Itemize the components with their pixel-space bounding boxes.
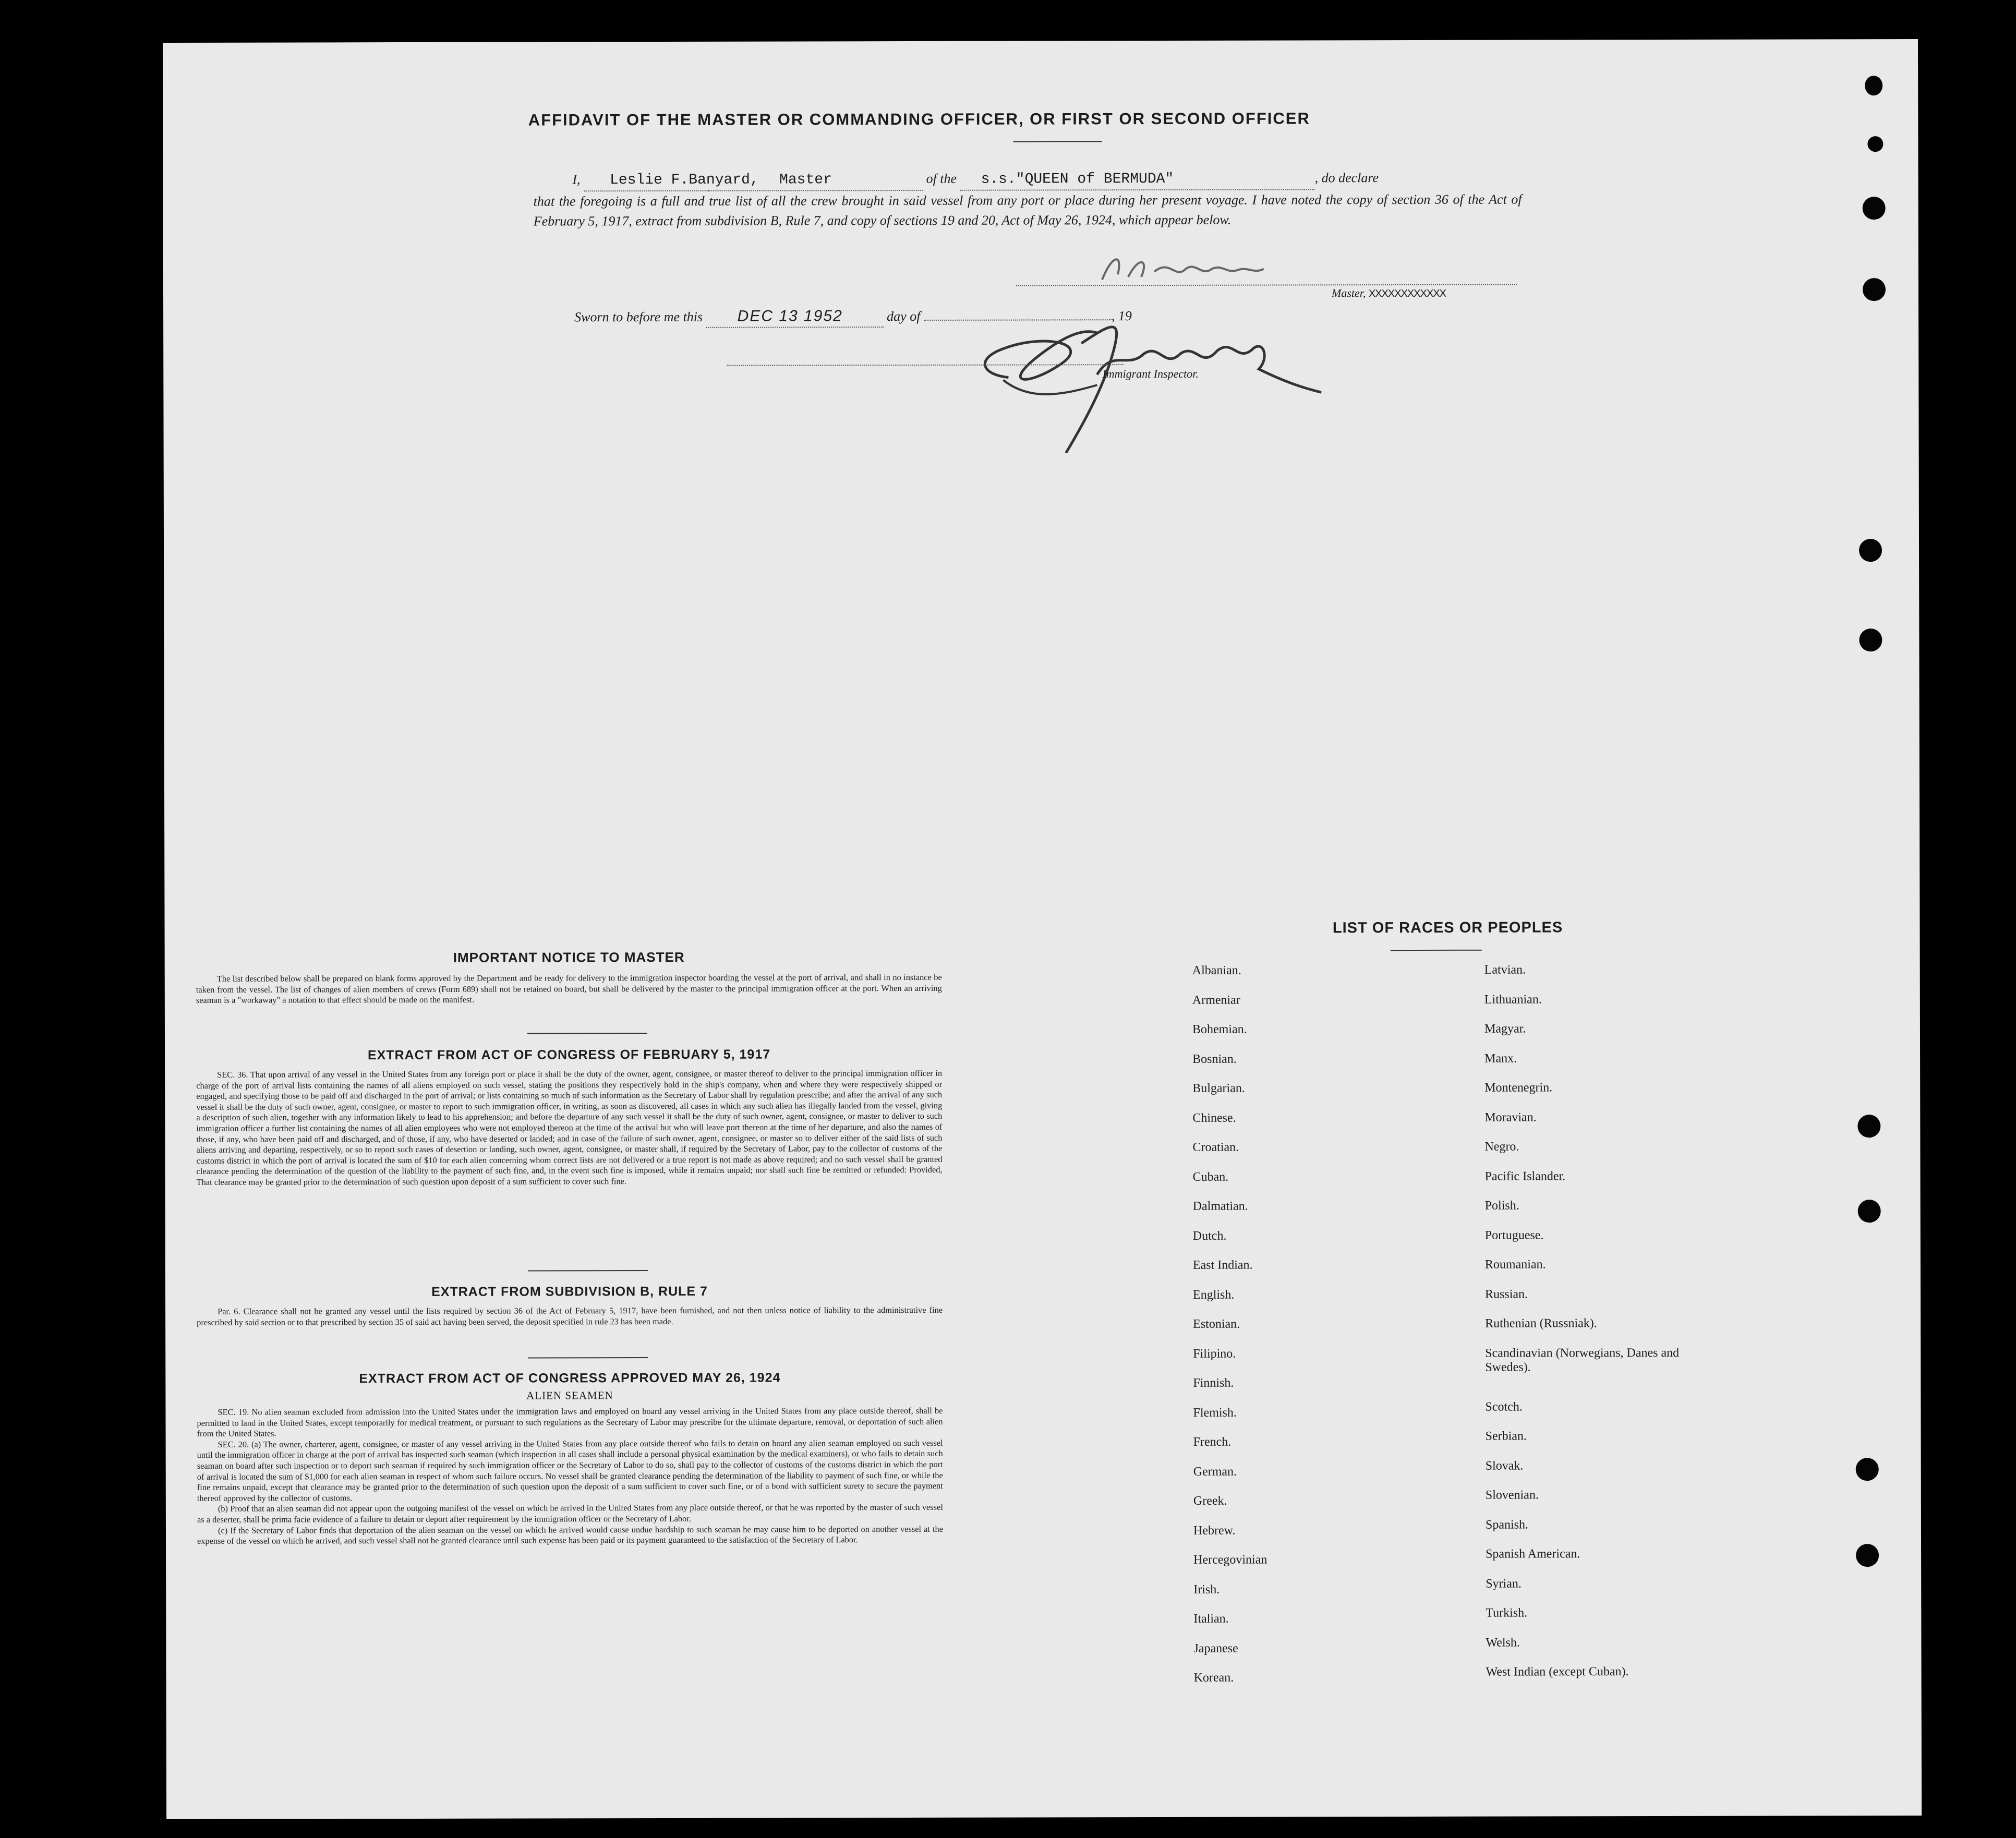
- races-title: LIST OF RACES OR PEOPLES: [1332, 919, 1563, 937]
- master-name-field: Leslie F.Banyard,: [610, 172, 759, 189]
- extract-1924-title: EXTRACT FROM ACT OF CONGRESS APPROVED MAY 26, 1924: [359, 1370, 781, 1386]
- sec20a-text: SEC. 20. (a) The owner, charterer, agent, consignee, or master of any vessel arriving in the United States from any place outside thereof who fails to detain on board any alien seaman employed on such vessel until the immigration officer in charge at the port of arrival has inspected such seaman (which inspection in all cases shall include a personal physical examination by the medical examiners), or who fails to detain such seaman on board after such inspection or to deport such seaman if required by such immigration officer or the Secretary of Labor to do so, shall pay to the collector of customs of the customs district in which the port of arrival is located the sum of $1,000 for each alien seaman in respect of whom such failure occurs. No vessel shall be granted clearance pending the determination of the liability to payment of such fine, or while the fine remains unpaid, except that clearance may be granted prior to the determination of such question upon the deposit of a sum sufficient to cover such fine, or of a bond with sufficient surety to secure the payment thereof approved by the collector of customs.: [197, 1437, 943, 1503]
- race-item: Montenegrin.: [1484, 1081, 1553, 1095]
- race-item: Slovak.: [1485, 1459, 1524, 1473]
- race-item: Serbian.: [1485, 1429, 1527, 1443]
- race-item: Lithuanian.: [1484, 993, 1542, 1007]
- year-label: , 19: [1111, 308, 1132, 324]
- race-item: Hebrew.: [1193, 1523, 1236, 1538]
- punch-hole: [1857, 1115, 1880, 1138]
- race-item: Manx.: [1484, 1051, 1517, 1066]
- punch-hole: [1856, 1458, 1879, 1481]
- race-item: Latvian.: [1484, 963, 1526, 977]
- punch-hole: [1856, 1544, 1879, 1567]
- vessel-name-field: s.s."QUEEN of BERMUDA": [981, 171, 1174, 188]
- race-item: Polish.: [1484, 1199, 1519, 1213]
- punch-hole: [1867, 136, 1883, 152]
- sec20b-text: (b) Proof that an alien seaman did not appear upon the outgoing manifest of the vessel on which he arrived in the United States from any place outside thereof, or that he was reported by the master of such vessel as a deserter, shall be prima facie evidence of a failure to detain or deport after requirement by the immigration officer or the Secretary of Labor.: [197, 1502, 943, 1525]
- race-item: Moravian.: [1484, 1110, 1537, 1124]
- inspector-label: Immigrant Inspector.: [1102, 367, 1199, 381]
- separator: [528, 1357, 648, 1358]
- of-the-label: of the: [926, 171, 957, 186]
- race-item: West Indian (except Cuban).: [1486, 1665, 1629, 1679]
- race-item: Bulgarian.: [1192, 1081, 1245, 1095]
- race-item: English.: [1193, 1288, 1235, 1302]
- extract-1924-section: [197, 1370, 943, 1547]
- race-item: Korean.: [1193, 1671, 1234, 1685]
- race-item: Spanish.: [1485, 1518, 1528, 1532]
- races-title-rule: [1391, 950, 1482, 951]
- race-item: Welsh.: [1486, 1636, 1520, 1650]
- race-item: Hercegovinian: [1193, 1553, 1267, 1567]
- extract-1917-title: EXTRACT FROM ACT OF CONGRESS OF FEBRUARY 5, 1917: [367, 1047, 771, 1063]
- race-item: Italian.: [1193, 1612, 1229, 1626]
- master-label-row: [1332, 283, 1446, 304]
- date-stamp: DEC 13 1952: [737, 307, 843, 325]
- race-item: Ruthenian (Russniak).: [1485, 1316, 1597, 1331]
- race-item: French.: [1193, 1435, 1232, 1449]
- punch-hole: [1859, 539, 1882, 562]
- race-item: Filipino.: [1193, 1347, 1236, 1361]
- race-item: Croatian.: [1192, 1140, 1239, 1154]
- master-label: Master,: [1331, 286, 1366, 300]
- master-struck-text: XXXXXXXXXXXX: [1368, 287, 1446, 300]
- race-item: Syrian.: [1486, 1577, 1522, 1591]
- sec20c-text: (c) If the Secretary of Labor finds that deportation of the alien seaman on the vessel on which he arrived would cause undue hardship to such seaman he may cause him to be deported on another vessel at the expense of the vessel on which he arrived, and such vessel shall not be granted clearance until such expense has been paid or its payment guaranteed to the satisfaction of the Secretary of Labor.: [197, 1523, 943, 1546]
- affidavit-declaration: [534, 168, 1522, 232]
- affidavit-i: I,: [572, 172, 581, 187]
- race-item: Dutch.: [1192, 1229, 1227, 1243]
- extract-1917-section: [196, 1047, 943, 1188]
- race-item: German.: [1193, 1465, 1237, 1479]
- race-item: Scotch.: [1485, 1400, 1523, 1414]
- notice-title: IMPORTANT NOTICE TO MASTER: [453, 949, 685, 965]
- rule7-section: [197, 1284, 943, 1328]
- race-item: Turkish.: [1486, 1606, 1528, 1620]
- race-item: Negro.: [1484, 1140, 1519, 1154]
- race-item: Bosnian.: [1192, 1052, 1237, 1066]
- punch-hole: [1859, 628, 1882, 651]
- race-item: East Indian.: [1192, 1258, 1253, 1272]
- do-declare-label: , do declare: [1314, 170, 1379, 186]
- race-item: Portuguese.: [1484, 1228, 1544, 1242]
- punch-hole: [1863, 197, 1886, 220]
- notice-text: The list described below shall be prepared on blank forms approved by the Department and be ready for delivery to the immigration inspector boarding the vessel at the port of arrival, and shall in no instance be taken from the vessel. The list of changes of alien members of crews (Form 689) shall not be retained on board, but shall be delivered by the master to the principal immigration officer at the port. When an arriving seaman is a "workaway" a notation to that effect should be made on the manifest.: [196, 972, 942, 1006]
- notice-section: [196, 949, 942, 1006]
- race-item: Irish.: [1193, 1582, 1220, 1597]
- race-item: Dalmatian.: [1192, 1199, 1248, 1213]
- sworn-label: Sworn to before me this: [574, 309, 703, 325]
- race-item: Roumanian.: [1484, 1257, 1546, 1272]
- race-item: Flemish.: [1193, 1406, 1237, 1420]
- day-of-label: day of: [887, 308, 921, 324]
- race-item: Armeniar: [1192, 993, 1240, 1007]
- rule7-title: EXTRACT FROM SUBDIVISION B, RULE 7: [431, 1284, 708, 1299]
- document-page: [163, 39, 1922, 1819]
- punch-hole: [1863, 278, 1886, 301]
- separator: [528, 1270, 648, 1271]
- extract-1917-text: SEC. 36. That upon arrival of any vessel in the United States from any foreign port or place it shall be the duty of the owner, agent, consignee, or master thereof to deliver to the principal immigration officer in charge of the port of arrival lists containing the names of all aliens employed on such vessel, stating the positions they respectively hold in the ship's company, when and where they were respectively shipped or engaged, and specifying those to be paid off and discharged in the port of arrival; or lists containing so much of such information as the Secretary of Labor shall by regulation prescribe; and after the arrival of any such vessel it shall be the duty of such owner, agent, consignee, or master to report to such immigration officer, in writing, as soon as discovered, all cases in which any such alien has illegally landed from the vessel, giving a description of such alien, together with any information likely to lead to his apprehension; and before the departure of any such vessel it shall be the duty of such owner, agent, consignee, or master to deliver to such immigration officer a further list containing the names of all alien employees who were not employed thereon at the time of the arrival but who will leave port thereon at the time of her departure, and also the names of those, if any, who have been paid off and discharged, and of those, if any, who have deserted or landed; and in case of the failure of such owner, agent, consignee, or master so to deliver either of the said lists of such aliens arriving and departing, respectively, or so to report such cases of desertion or landing, such owner, agent, consignee, or master shall, if required by the Secretary of Labor, pay to the collector of customs of the customs district in which the port of arrival is located the sum of $10 for each alien concerning whom correct lists are not delivered or a true report is not made as above required; and no such vessel shall be granted clearance pending the determination of the question of the liability to the payment of such fine, and, in the event such fine is imposed, while it remains unpaid; nor shall such fine be remitted or refunded: Provided, That clearance may be granted prior to the determination of such question upon deposit of a sum sufficient to cover such fine.: [196, 1068, 943, 1187]
- race-item: Finnish.: [1193, 1376, 1234, 1390]
- race-item: Cuban.: [1192, 1170, 1229, 1184]
- rank-field: Master: [779, 172, 832, 188]
- extract-1924-subtitle: ALIEN SEAMEN: [526, 1389, 613, 1402]
- race-item: Estonian.: [1193, 1317, 1240, 1331]
- race-item: Albanian.: [1192, 963, 1241, 977]
- race-item: Japanese: [1193, 1641, 1238, 1655]
- race-item: Spanish American.: [1486, 1547, 1580, 1561]
- race-item: Russian.: [1485, 1287, 1528, 1301]
- race-item: Chinese.: [1192, 1111, 1236, 1125]
- rule7-text: Par. 6. Clearance shall not be granted any vessel until the lists required by section 36 of the Act of February 5, 1917, have been furnished, and not then unless notice of liability to the administrative fine prescribed by said section or to that prescribed by section 35 of said act having been served, the deposit specified in rule 23 has been made.: [197, 1304, 943, 1327]
- punch-hole: [1858, 1200, 1881, 1223]
- title-rule: [1013, 141, 1102, 142]
- race-item: Greek.: [1193, 1494, 1227, 1508]
- punch-hole: [1865, 76, 1882, 95]
- affidavit-body: that the foregoing is a full and true list of all the crew brought in said vessel from any port or place during her present voyage. I have noted the copy of section 36 of the Act of February 5, 1917, extract from subdivision B, Rule 7, and copy of sections 19 and 20, Act of May 26, 1924, which appear below.: [533, 191, 1522, 229]
- race-item: Bohemian.: [1192, 1022, 1247, 1036]
- affidavit-title: AFFIDAVIT OF THE MASTER OR COMMANDING OFFICER, OR FIRST OR SECOND OFFICER: [528, 109, 1310, 129]
- race-item: Pacific Islander.: [1484, 1169, 1566, 1183]
- race-item: Magyar.: [1484, 1022, 1526, 1036]
- race-item: Scandinavian (Norwegians, Danes and Swedes).: [1485, 1346, 1680, 1374]
- separator: [527, 1033, 647, 1034]
- sec19-text: SEC. 19. No alien seaman excluded from admission into the United States under the immigration laws and employed on board any vessel arriving in the United States from any place outside thereof, shall be permitted to land in the United States, except temporarily for medical treatment, or pursuant to such regulations as the Secretary of Labor may prescribe for the ultimate departure, removal, or deportation of such alien from the United States.: [197, 1405, 943, 1439]
- race-item: Slovenian.: [1485, 1488, 1539, 1502]
